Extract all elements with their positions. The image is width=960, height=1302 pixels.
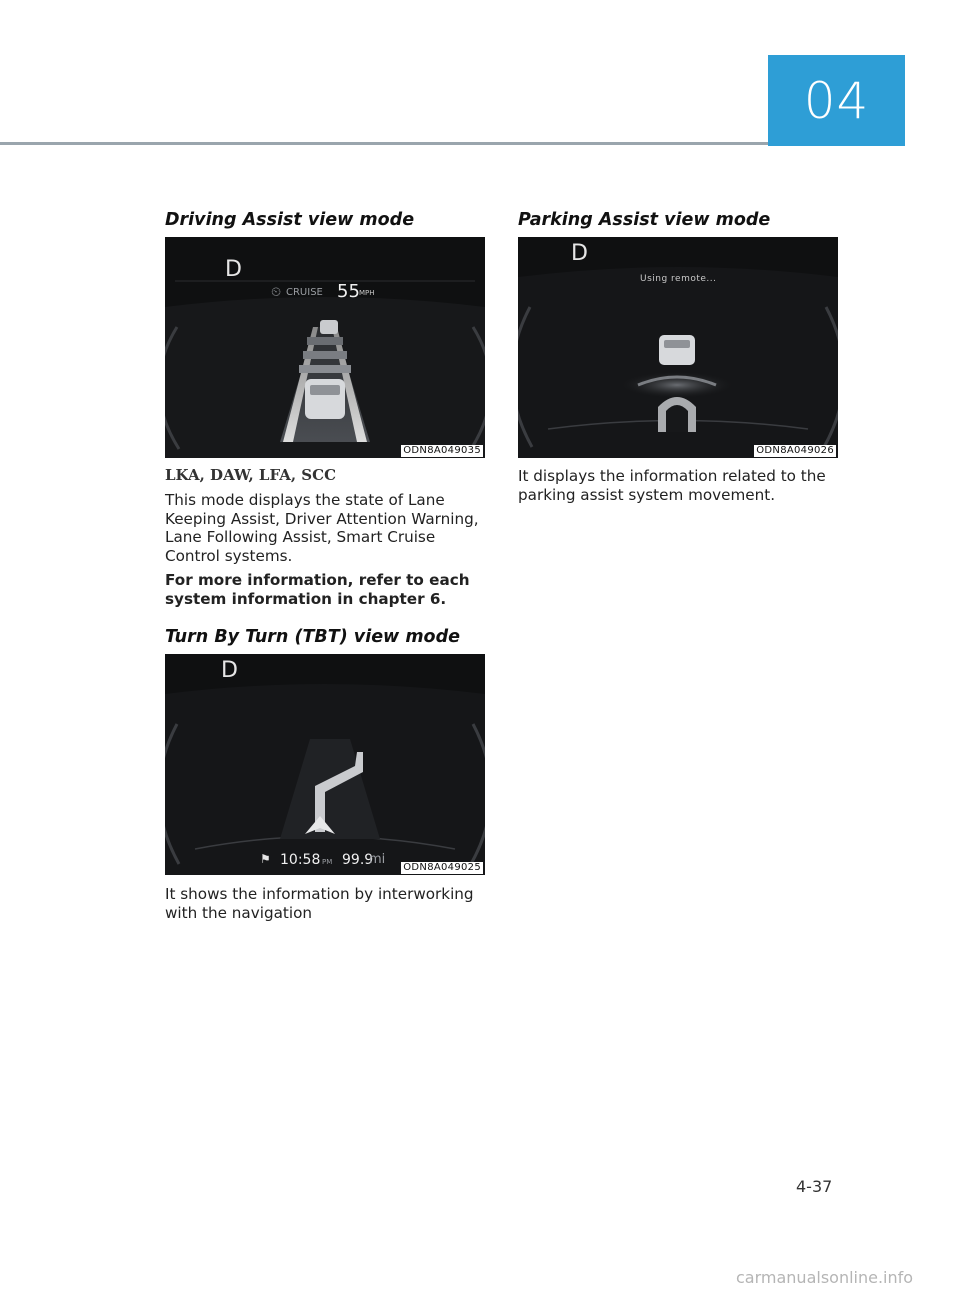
gear-indicator: D [225, 257, 242, 282]
figure-code: ODN8A049026 [756, 445, 834, 456]
tbt-description: It shows the information by interworking with the navigation [165, 885, 474, 922]
page-number: 4-37 [796, 1177, 833, 1196]
distance-unit: mi [369, 852, 386, 867]
driving-assist-subheading: LKA, DAW, LFA, SCC [165, 466, 337, 484]
checkered-flag-icon: ⚑ [260, 852, 271, 866]
set-speed: 55 [337, 281, 360, 302]
figure-code: ODN8A049025 [403, 862, 481, 873]
speed-unit: MPH [359, 289, 375, 297]
driving-assist-note: For more information, refer to each system information in chapter 6. [165, 571, 470, 608]
cruise-icon: ⏲ [271, 285, 282, 300]
parking-assist-figure [518, 237, 838, 458]
tbt-heading: Turn By Turn (TBT) view mode [165, 627, 460, 647]
tbt-figure [165, 654, 485, 875]
gear-indicator: D [221, 658, 238, 683]
parking-assist-heading: Parking Assist view mode [518, 210, 771, 230]
cruise-label: CRUISE [286, 287, 323, 298]
driving-assist-heading: Driving Assist view mode [165, 210, 415, 230]
driving-assist-description: This mode displays the state of Lane Keeping Assist, Driver Attention Warning, Lane Following Assist, Smart Cruise Control systems. [165, 491, 479, 565]
gear-indicator: D [571, 241, 588, 266]
remaining-distance: 99.9 [342, 852, 374, 868]
header-rule [0, 142, 768, 145]
figure-code: ODN8A049035 [403, 445, 481, 456]
parking-assist-description: It displays the information related to the parking assist system movement. [518, 467, 826, 504]
watermark: carmanualsonline.info [736, 1268, 914, 1287]
time-suffix: PM [322, 858, 333, 866]
chapter-tab: 04 [768, 55, 905, 146]
remote-status: Using remote... [640, 274, 717, 284]
arrival-time: 10:58 [280, 852, 321, 868]
driving-assist-figure [165, 237, 485, 458]
